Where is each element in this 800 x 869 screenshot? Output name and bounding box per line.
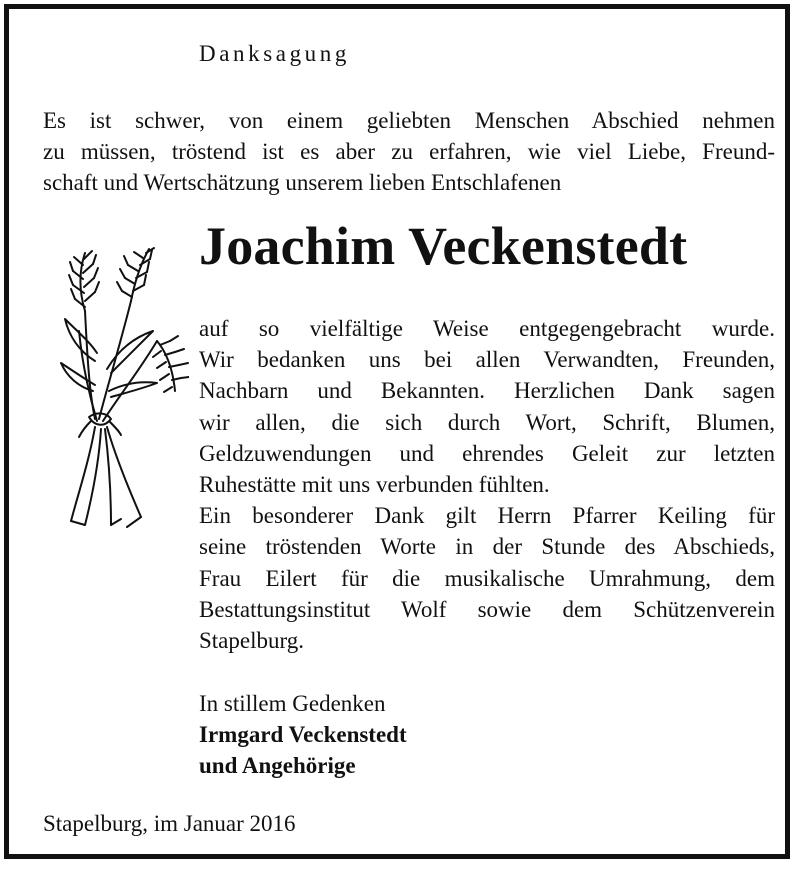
body-line: auf so vielfältige Weise entgegengebracht wurde. <box>199 316 775 341</box>
body-line: Geldzuwendungen und ehrendes Geleit zur letzten <box>199 440 775 466</box>
obituary-frame <box>4 4 790 859</box>
closing-block <box>199 688 407 781</box>
heading: Danksagung <box>199 41 350 66</box>
remembrance-text: In stillem Gedenken <box>199 691 386 716</box>
relatives-text: und Angehörige <box>199 753 356 778</box>
intro-paragraph <box>43 105 775 198</box>
body-line: Frau Eilert für die musikalische Umrahmung, dem <box>199 565 775 591</box>
wheat-bouquet-icon <box>49 241 189 531</box>
body-line: Ein besonderer Dank gilt Herrn Pfarrer Keiling für <box>199 503 775 529</box>
body-line: wir allen, die sich durch Wort, Schrift, Blumen, <box>199 409 775 435</box>
body-line: Bestattungsinstitut Wolf sowie dem Schützenverein <box>199 596 775 622</box>
intro-line: Es ist schwer, von einem geliebten Menschen Abschied nehmen <box>43 108 775 133</box>
intro-line: zu müssen, tröstend ist es aber zu erfahren, wie viel Liebe, Freund- <box>43 139 775 164</box>
thanks-paragraph <box>199 313 775 656</box>
body-line: Ruhestätte mit uns verbunden fühlten. <box>199 472 550 498</box>
deceased-name: Joachim Veckenstedt <box>199 216 688 276</box>
body-line: Nachbarn und Bekannten. Herzlichen Dank sagen <box>199 378 775 404</box>
body-line: Stapelburg. <box>199 628 304 654</box>
body-line: Wir bedanken uns bei allen Verwandten, Freunden, <box>199 347 775 373</box>
body-line: seine tröstenden Worte in der Stunde des Abschieds, <box>199 534 775 560</box>
signer-name: Irmgard Veckenstedt <box>199 722 407 747</box>
intro-line: schaft und Wertschätzung unserem lieben Entschlafenen <box>43 170 562 195</box>
place-date: Stapelburg, im Januar 2016 <box>43 811 296 836</box>
